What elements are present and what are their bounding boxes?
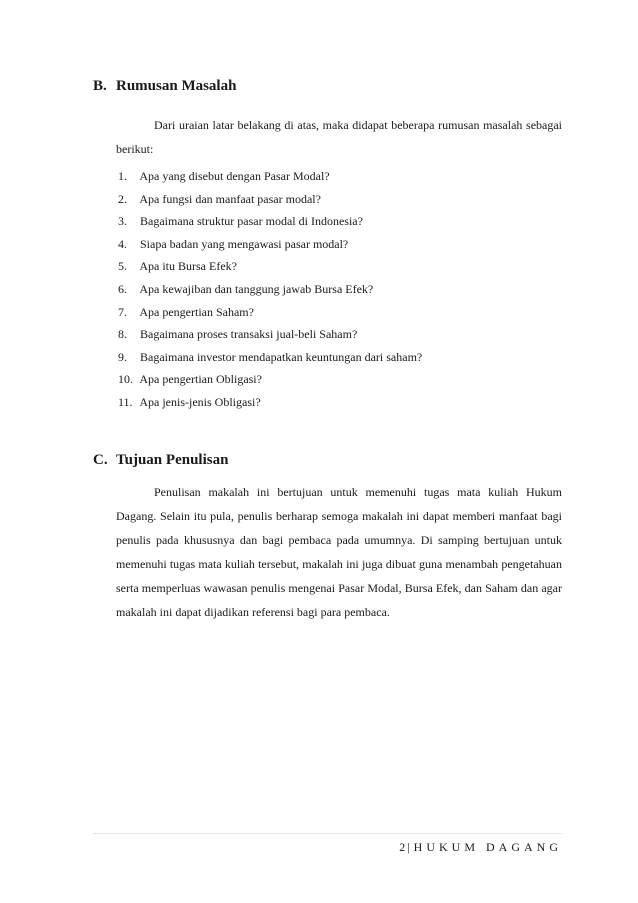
question-item bbox=[118, 323, 422, 346]
question-list bbox=[118, 165, 422, 414]
section-c-body: Penulisan makalah ini bertujuan untuk memenuhi tugas mata kuliah Hukum Dagang. Selain itu pula, penulis berharap semoga makalah ini dapat memberi manfaat bagi penulis pada khususnya dan bagi pembaca pada umumnya. Di samping bertujuan untuk memenuhi tugas mata kuliah tersebut, makalah ini juga dibuat guna menambah pengetahuan serta memperluas wawasan penulis mengenai Pasar Modal, Bursa Efek, dan Saham dan agar makalah ini dapat dijadikan referensi bagi para pembaca. bbox=[116, 485, 562, 619]
question-item bbox=[118, 368, 422, 391]
question-number: 5. bbox=[118, 259, 127, 274]
footer-separator: | bbox=[407, 840, 410, 854]
question-text: Apa itu Bursa Efek? bbox=[139, 259, 237, 274]
question-item bbox=[118, 255, 422, 278]
question-text: Apa pengertian Saham? bbox=[139, 304, 254, 319]
question-item bbox=[118, 233, 422, 256]
question-text: Bagaimana struktur pasar modal di Indonesia? bbox=[140, 214, 363, 229]
question-text: Bagaimana proses transaksi jual-beli Saham? bbox=[140, 327, 358, 342]
question-item bbox=[118, 278, 422, 301]
question-item bbox=[118, 188, 422, 211]
question-item bbox=[118, 301, 422, 324]
question-number: 8. bbox=[118, 327, 127, 342]
section-c-title: Tujuan Penulisan bbox=[116, 452, 229, 468]
section-c-heading bbox=[93, 452, 228, 469]
question-text: Siapa badan yang mengawasi pasar modal? bbox=[140, 236, 349, 251]
question-text: Apa yang disebut dengan Pasar Modal? bbox=[139, 169, 330, 183]
question-item bbox=[118, 210, 422, 233]
question-text: Apa kewajiban dan tanggung jawab Bursa Efek? bbox=[139, 281, 374, 296]
question-number: 9. bbox=[118, 349, 127, 364]
question-number: 2. bbox=[118, 191, 127, 206]
question-number: 6. bbox=[118, 281, 127, 296]
section-b-heading bbox=[93, 78, 236, 95]
question-number: 3. bbox=[118, 214, 127, 229]
question-number: 10. bbox=[118, 372, 133, 387]
question-item bbox=[118, 346, 422, 369]
question-number: 11. bbox=[118, 394, 133, 409]
question-number: 1. bbox=[118, 169, 127, 183]
section-b-letter: B. bbox=[93, 78, 107, 94]
question-number: 4. bbox=[118, 236, 127, 251]
page-footer bbox=[399, 840, 562, 855]
footer-divider bbox=[93, 833, 562, 834]
question-text: Apa pengertian Obligasi? bbox=[139, 372, 262, 387]
question-number: 7. bbox=[118, 304, 127, 319]
question-item bbox=[118, 391, 422, 414]
footer-doc-title: HUKUM DAGANG bbox=[413, 840, 562, 854]
question-text: Apa fungsi dan manfaat pasar modal? bbox=[139, 191, 321, 206]
question-text: Apa jenis-jenis Obligasi? bbox=[139, 394, 261, 409]
section-c-letter: C. bbox=[93, 452, 108, 468]
page-number: 2 bbox=[399, 840, 406, 854]
section-b-intro: Dari uraian latar belakang di atas, maka didapat beberapa rumusan masalah sebagai berikut: bbox=[116, 118, 562, 156]
question-text: Bagaimana investor mendapatkan keuntungan dari saham? bbox=[140, 349, 423, 364]
section-b-title: Rumusan Masalah bbox=[116, 78, 237, 94]
question-item bbox=[118, 165, 422, 188]
